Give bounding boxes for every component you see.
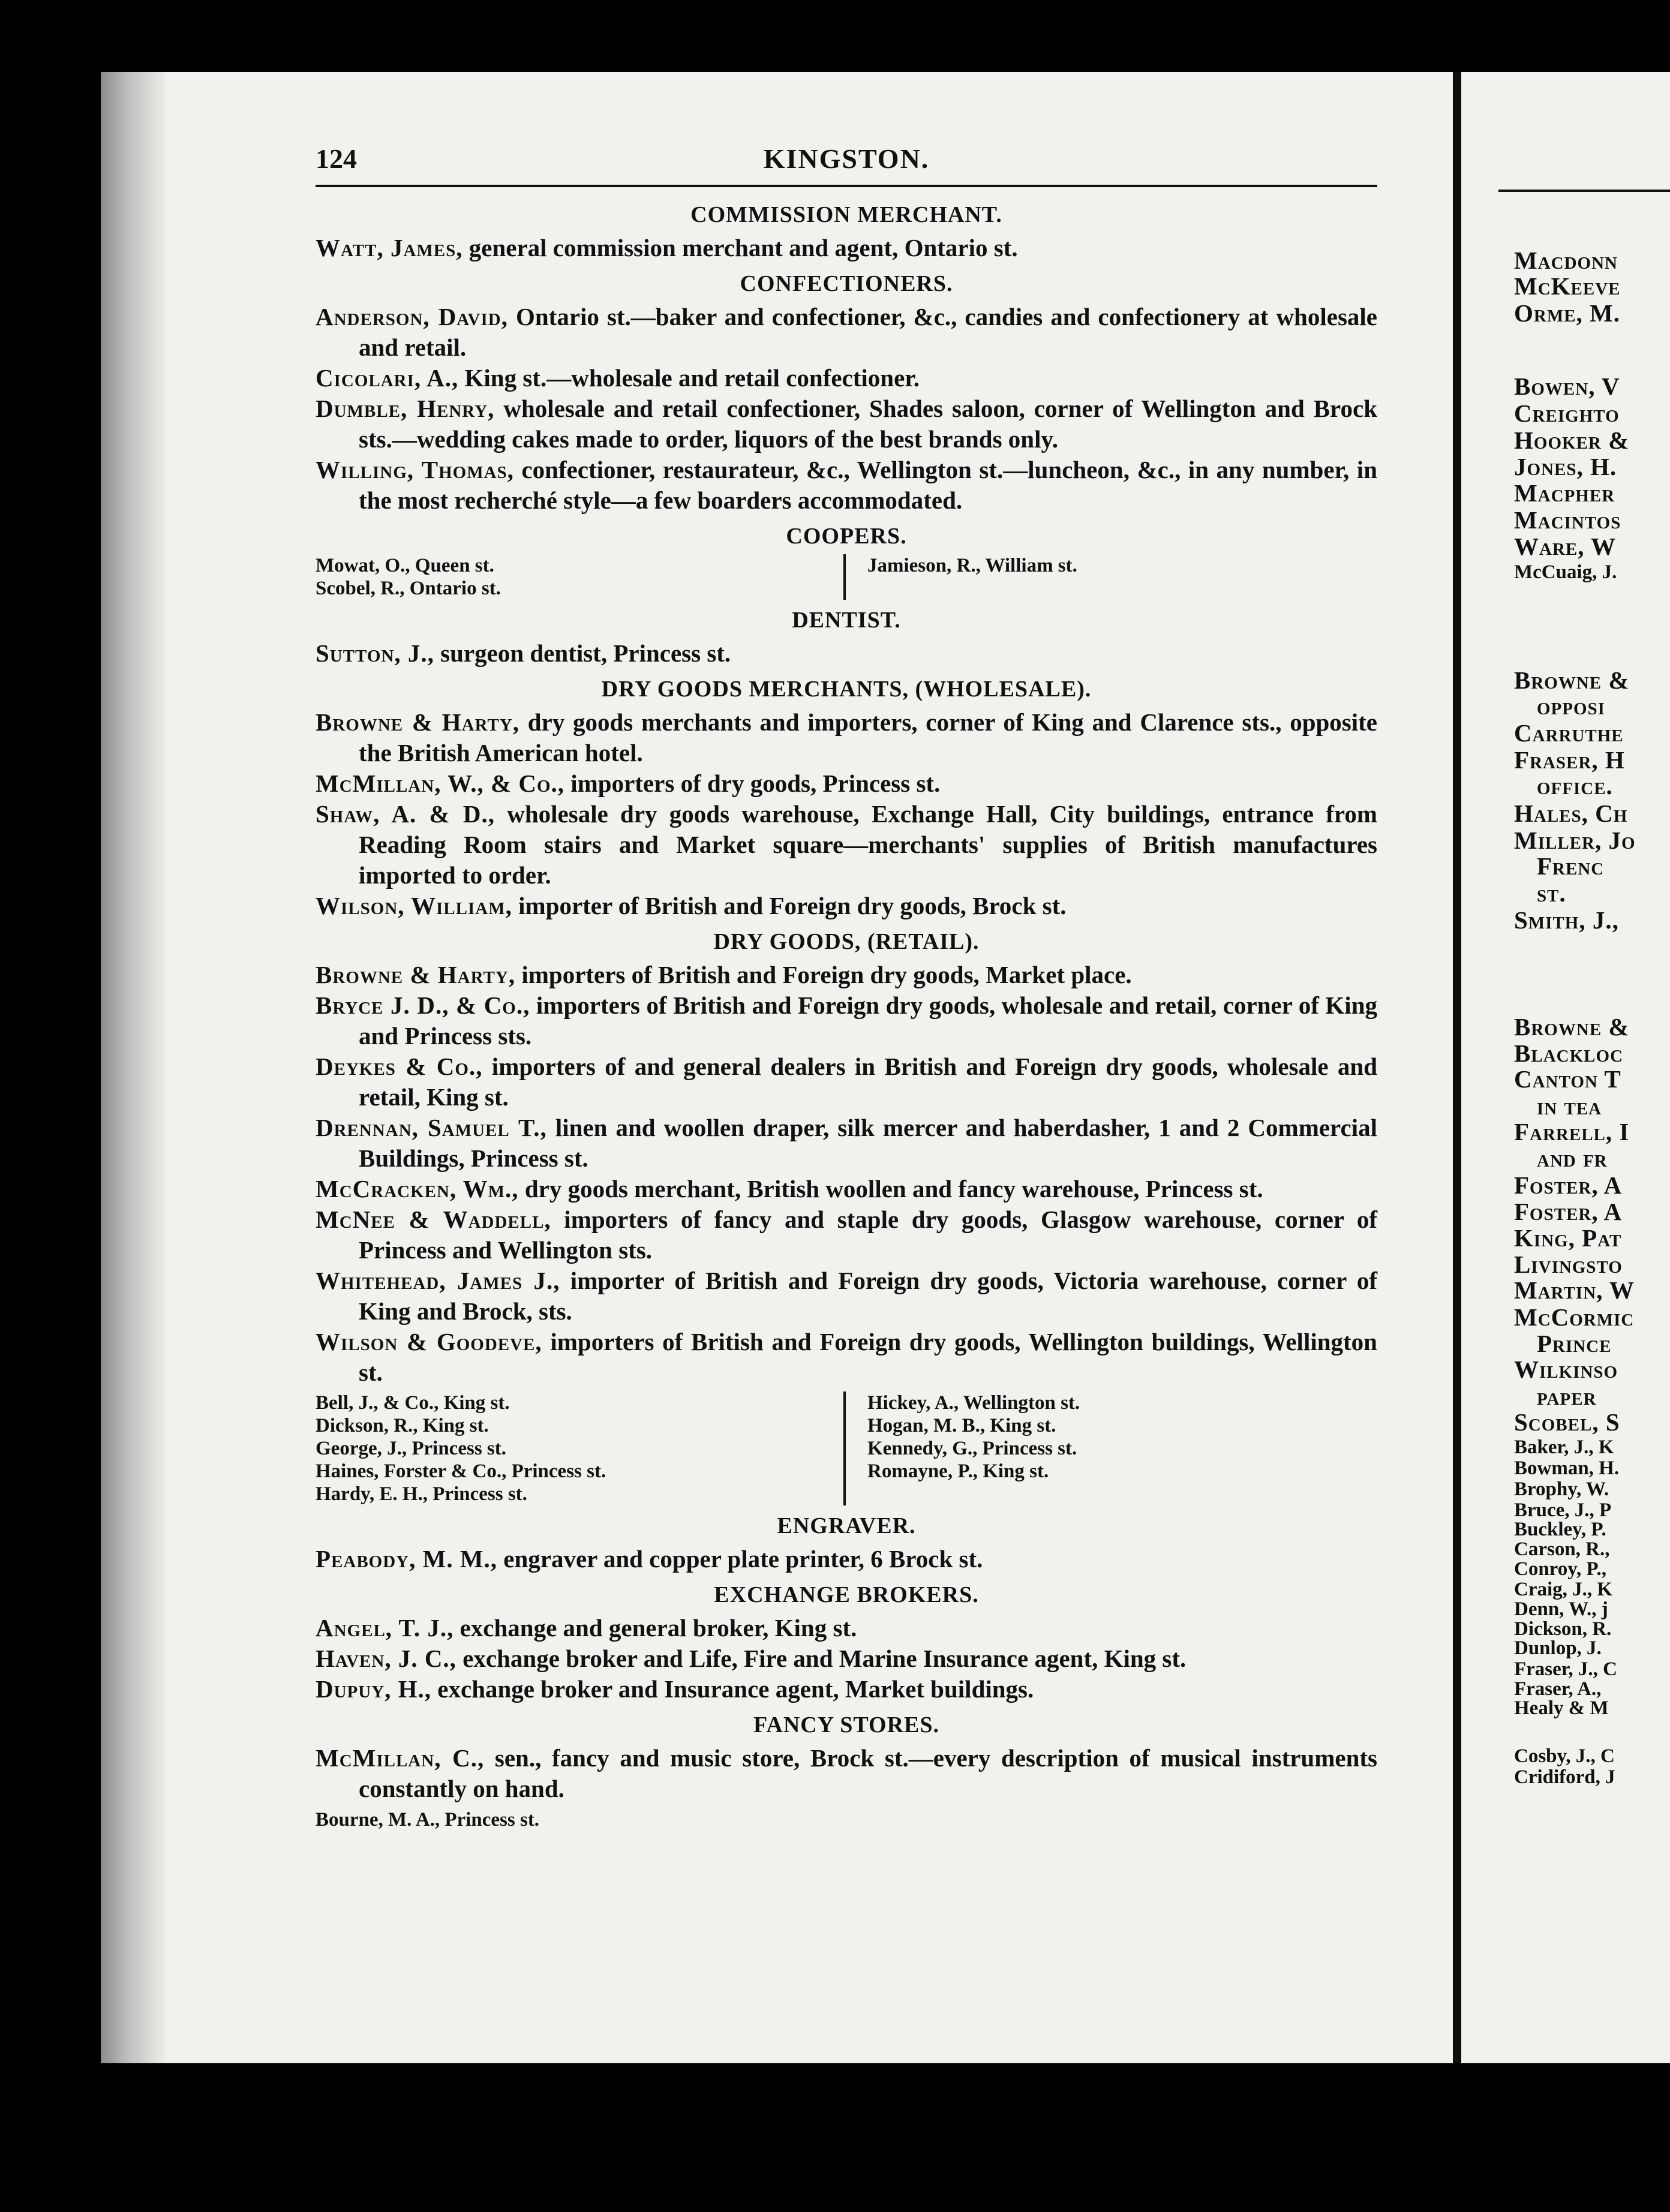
entry-text: dry goods merchants and importers, corner of King and Clarence sts., opposite the British American hotel.	[359, 708, 1377, 767]
right-page-line: Denn, W., j	[1514, 1598, 1608, 1620]
right-page-line: Canton T	[1514, 1065, 1621, 1093]
entry-text: exchange broker and Life, Fire and Marine Insurance agent, King st.	[456, 1645, 1187, 1672]
right-page-line: Scobel, S	[1514, 1408, 1620, 1436]
entry-name: Bryce J. D., & Co.,	[316, 991, 530, 1019]
entry-text: importers of fancy and staple dry goods, Glasgow warehouse, corner of Princess and Wellington sts.	[359, 1206, 1377, 1264]
right-page-line: Martin, W	[1514, 1276, 1635, 1304]
right-page-line: Blackloc	[1514, 1039, 1623, 1067]
entry-text: confectioner, restaurateur, &c., Wellington st.—luncheon, &c., in any number, in the most recherché style—a few boarders accommodated.	[359, 456, 1377, 514]
directory-entry	[316, 1613, 1377, 1643]
list-item: Hogan, M. B., King st.	[867, 1415, 1056, 1436]
right-page-line: Craig, J., K	[1514, 1579, 1613, 1600]
section-heading: DRY GOODS MERCHANTS, (WHOLESALE).	[601, 677, 1092, 702]
right-page-line: Jones, H.	[1514, 453, 1617, 480]
right-page-line: Orme, M.	[1514, 299, 1620, 327]
right-page-line: Macdonn	[1514, 247, 1618, 274]
list-item: Dickson, R., King st.	[316, 1415, 489, 1436]
entry-text: engraver and copper plate printer, 6 Brock st.	[497, 1545, 983, 1573]
list-item: Hardy, E. H., Princess st.	[316, 1483, 527, 1505]
running-head	[316, 143, 1377, 185]
entry-name: Drennan, Samuel T.,	[316, 1114, 547, 1141]
section-heading: FANCY STORES.	[753, 1712, 940, 1738]
entry-text: exchange broker and Insurance agent, Market buildings.	[431, 1675, 1034, 1703]
list-item: Bell, J., & Co., King st.	[316, 1392, 510, 1414]
right-page-line: and fr	[1537, 1144, 1608, 1172]
right-page-line: Foster, A	[1514, 1171, 1623, 1199]
entry-text: importer of British and Foreign dry goods, Brock st.	[512, 892, 1067, 919]
list-column-left	[316, 1391, 843, 1505]
entry-text: wholesale and retail confectioner, Shades saloon, corner of Wellington and Brock sts.—wedding cakes made to order, liquors of the best brands only.	[359, 395, 1378, 453]
header-rule	[316, 185, 1377, 187]
list-item: Romayne, P., King st.	[867, 1460, 1049, 1482]
entry-name: Deykes & Co.,	[316, 1053, 483, 1080]
entry-name: Willing, Thomas,	[316, 456, 514, 483]
directory-entry	[316, 1204, 1377, 1266]
section-heading: ENGRAVER.	[777, 1513, 916, 1538]
entry-name: Peabody, M. M.,	[316, 1545, 498, 1573]
directory-entry	[316, 768, 1377, 799]
right-page-line: Brophy, W.	[1514, 1478, 1609, 1500]
list-item: Scobel, R., Ontario st.	[316, 578, 501, 599]
right-page-line: Prince	[1537, 1330, 1612, 1357]
entry-text: importers of British and Foreign dry goods, wholesale and retail, corner of King and Princess sts.	[359, 991, 1377, 1050]
directory-entry	[316, 233, 1377, 263]
entry-name: Haven, J. C.,	[316, 1645, 456, 1672]
directory-entry	[316, 799, 1377, 891]
right-page-line: Conroy, P.,	[1514, 1558, 1607, 1580]
right-page-line: Healy & M	[1514, 1697, 1609, 1719]
entry-text: surgeon dentist, Princess st.	[434, 639, 731, 667]
list-item: Mowat, O., Queen st.	[316, 555, 494, 576]
directory-sections	[316, 202, 1377, 1832]
right-page-line: Hales, Ch	[1514, 800, 1628, 827]
right-page-line: King, Pat	[1514, 1224, 1622, 1252]
page-edge-shadow	[101, 72, 166, 2063]
right-page-line: Foster, A	[1514, 1198, 1623, 1225]
section-heading: DRY GOODS, (RETAIL).	[713, 929, 980, 954]
list-item: Bourne, M. A., Princess st.	[316, 1809, 540, 1831]
entry-name: McMillan, W., & Co.,	[316, 770, 565, 797]
directory-entry	[316, 1327, 1377, 1388]
entry-text: importers of British and Foreign dry goods, Wellington buildings, Wellington st.	[359, 1328, 1377, 1386]
section-heading: EXCHANGE BROKERS.	[714, 1582, 979, 1607]
right-page-line: Carson, R.,	[1514, 1538, 1610, 1560]
right-page-line: Browne &	[1514, 666, 1630, 694]
entry-text: importers of and general dealers in British and Foreign dry goods, wholesale and retail, King st.	[359, 1053, 1377, 1111]
right-page-line: Fraser, A.,	[1514, 1678, 1602, 1700]
section-heading: DENTIST.	[792, 608, 901, 633]
directory-entry	[316, 1674, 1377, 1705]
section-heading: COMMISSION MERCHANT.	[690, 202, 1002, 227]
directory-entry	[316, 363, 1377, 393]
right-page-line: Macpher	[1514, 479, 1615, 507]
right-page-line: McKeeve	[1514, 272, 1621, 300]
right-page-line: Dickson, R.	[1514, 1618, 1612, 1640]
entry-name: Angel, T. J.,	[316, 1614, 454, 1642]
entry-name: Whitehead, James J.,	[316, 1267, 560, 1294]
right-page-line: Bowman, H.	[1514, 1457, 1620, 1479]
right-page-line: Cosby, J., C	[1514, 1745, 1615, 1767]
right-page-line: Miller, Jo	[1514, 827, 1636, 854]
right-page-line: Baker, J., K	[1514, 1436, 1614, 1458]
directory-entry	[316, 707, 1377, 768]
list-item: George, J., Princess st.	[316, 1438, 506, 1459]
right-page-line: Cridiford, J	[1514, 1766, 1615, 1788]
entry-name: Dupuy, H.,	[316, 1675, 432, 1703]
right-page-line: McCormic	[1514, 1303, 1635, 1331]
right-page-line: Livingsto	[1514, 1251, 1623, 1278]
right-page-line: in tea	[1537, 1092, 1602, 1120]
entry-text: King st.—wholesale and retail confectioner.	[458, 364, 920, 392]
directory-entry	[316, 1113, 1377, 1174]
right-page-line: Wilkinso	[1514, 1356, 1618, 1383]
right-page-line: Macintos	[1514, 506, 1621, 534]
right-page-line: Frenc	[1537, 852, 1605, 880]
directory-entry	[316, 393, 1377, 455]
list-item: Jamieson, R., William st.	[867, 555, 1077, 576]
entry-name: Wilson & Goodeve,	[316, 1328, 542, 1356]
directory-entry	[316, 891, 1377, 921]
page-title: KINGSTON.	[763, 143, 930, 174]
directory-entry	[316, 960, 1377, 990]
entry-name: Cicolari, A.,	[316, 364, 459, 392]
entry-name: Shaw, A. & D.,	[316, 800, 495, 828]
entry-name: McCracken, Wm.,	[316, 1175, 519, 1203]
two-column-list	[316, 554, 1377, 600]
list-item: Kennedy, G., Princess st.	[867, 1438, 1077, 1459]
directory-entry	[316, 455, 1377, 516]
right-header-rule	[1498, 190, 1670, 192]
entry-name: Browne & Harty,	[316, 708, 520, 736]
page-number: 124	[316, 143, 357, 174]
list-column-right	[846, 1391, 1080, 1505]
right-page-line: office.	[1537, 772, 1613, 800]
entry-text: importer of British and Foreign dry goods, Victoria warehouse, corner of King and Brock, sts.	[359, 1267, 1377, 1325]
right-page-line: Creighto	[1514, 399, 1620, 427]
entry-name: Wilson, William,	[316, 892, 512, 919]
entry-name: Dumble, Henry,	[316, 395, 495, 422]
entry-text: Ontario st.—baker and confectioner, &c., candies and confectionery at wholesale and retail.	[359, 303, 1377, 361]
entry-name: McNee & Waddell,	[316, 1206, 551, 1233]
right-page-line: Bowen, V	[1514, 372, 1620, 400]
entry-text: exchange and general broker, King st.	[453, 1614, 857, 1642]
section-heading: COOPERS.	[786, 524, 907, 549]
right-page-line: paper	[1537, 1382, 1597, 1410]
list-item: Haines, Forster & Co., Princess st.	[316, 1460, 606, 1482]
entry-text: wholesale dry goods warehouse, Exchange Hall, City buildings, entrance from Reading Room stairs and Market square—merchants' supplies of British manufactures imported to order.	[359, 800, 1377, 889]
entry-text: sen., fancy and music store, Brock st.—every description of musical instruments constantly on hand.	[359, 1744, 1377, 1802]
directory-entry	[316, 1743, 1377, 1804]
entry-text: general commission merchant and agent, Ontario st.	[462, 234, 1018, 262]
right-page-line: Browne &	[1514, 1013, 1630, 1041]
entry-text: linen and woollen draper, silk mercer and haberdasher, 1 and 2 Commercial Buildings, Princess st.	[359, 1114, 1377, 1172]
directory-entry	[316, 1266, 1377, 1327]
list-item: Hickey, A., Wellington st.	[867, 1392, 1080, 1414]
entry-name: McMillan, C.,	[316, 1744, 485, 1772]
entry-name: Browne & Harty,	[316, 961, 516, 988]
directory-entry	[316, 638, 1377, 669]
directory-entry	[316, 302, 1377, 363]
list-column-right	[846, 554, 1077, 600]
directory-entry	[316, 990, 1377, 1051]
entry-text: dry goods merchant, British woollen and fancy warehouse, Princess st.	[518, 1175, 1263, 1203]
right-page-line: Fraser, J., C	[1514, 1658, 1617, 1680]
right-page-line: Dunlop, J.	[1514, 1637, 1602, 1659]
entry-name: Sutton, J.,	[316, 639, 434, 667]
left-page	[101, 72, 1458, 2063]
entry-text: importers of dry goods, Princess st.	[564, 770, 941, 797]
directory-entry	[316, 1174, 1377, 1204]
right-page-line: Buckley, P.	[1514, 1519, 1606, 1540]
page-content	[316, 143, 1377, 1832]
two-column-list	[316, 1391, 1377, 1505]
right-page-line: Hooker &	[1514, 426, 1630, 454]
entry-text: importers of British and Foreign dry goods, Market place.	[515, 961, 1132, 988]
page-gutter	[1453, 72, 1461, 2063]
right-page-line: Bruce, J., P	[1514, 1499, 1612, 1521]
entry-name: Anderson, David,	[316, 303, 508, 330]
entry-name: Watt, James,	[316, 234, 463, 262]
directory-entry	[316, 1544, 1377, 1574]
right-page-line: Farrell, I	[1514, 1118, 1630, 1146]
right-page-line: Smith, J.,	[1514, 906, 1619, 934]
right-page-line: Ware, W	[1514, 533, 1616, 560]
directory-entry	[316, 1051, 1377, 1113]
right-page-line: Fraser, H	[1514, 746, 1625, 774]
right-page-line: McCuaig, J.	[1514, 561, 1617, 583]
right-page-line: opposi	[1537, 692, 1605, 720]
right-page-line: Carruthe	[1514, 719, 1624, 747]
list-column-left	[316, 554, 843, 600]
directory-entry	[316, 1643, 1377, 1674]
right-page-line: st.	[1537, 879, 1566, 907]
right-page	[1456, 72, 1670, 2063]
section-heading: CONFECTIONERS.	[740, 271, 953, 296]
